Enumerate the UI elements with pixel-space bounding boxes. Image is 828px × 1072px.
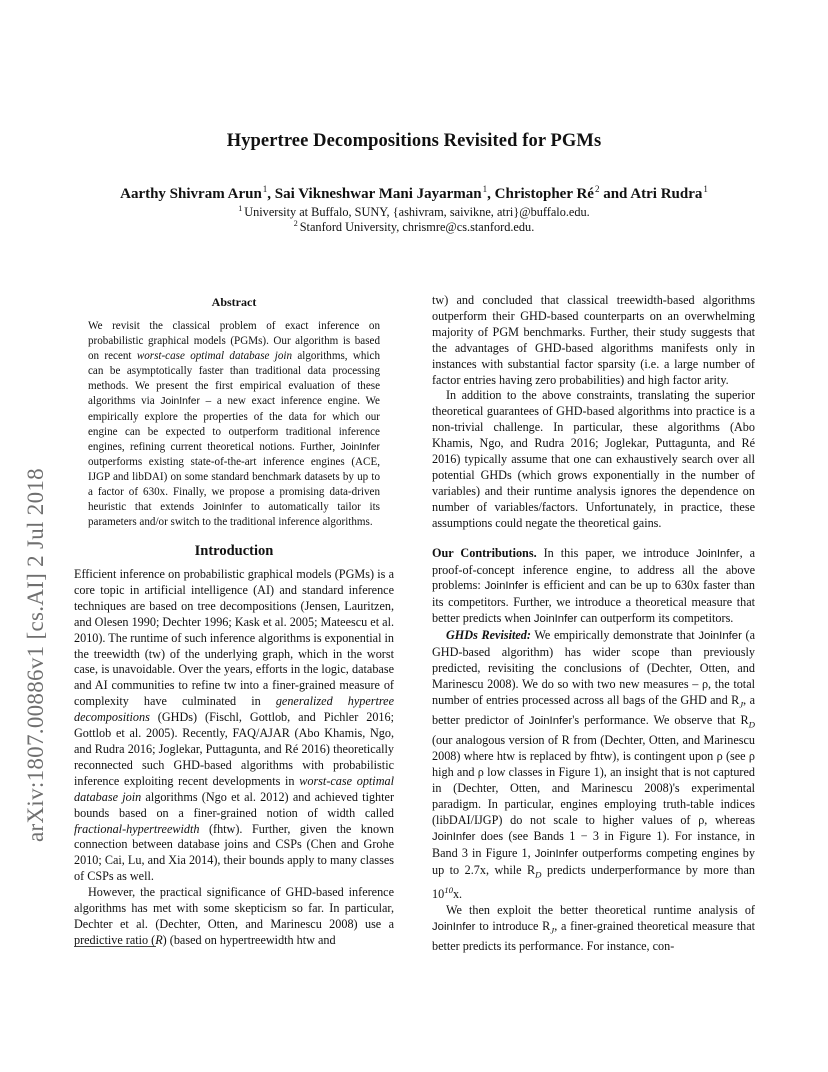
paragraph <box>432 388 755 531</box>
text-run: Our Contributions. <box>432 545 537 560</box>
text-run: JoinInfer <box>432 920 476 933</box>
text-run: , a proof-of-concept inference engine, to address all the above problems: <box>432 545 755 593</box>
text-run: (fhtw). Further, given the known connection between database joins and CSPs (Chen and Grohe 2010; Cai, Lu, and Xia 2014), their bounds apply to many classes of CSPs as well. <box>74 821 394 884</box>
text-run: JoinInfer <box>698 630 742 643</box>
text-run: outperforms existing state-of-the-art inference engines (ACE, IJGP and libDAI) on some standard benchmark datasets by up to a factor of 630x. Finally, we propose a promising data-driven heuristic that extends <box>88 455 380 514</box>
text-run: We empirically demonstrate that <box>530 628 699 643</box>
author-name: Atri Rudra <box>630 186 703 202</box>
affiliation-mark: 1 <box>238 204 243 213</box>
affiliation-2 <box>0 219 828 235</box>
text-run: JoinInfer <box>432 830 476 843</box>
text-run: to automatically tailor its parameters and/or switch to the traditional inference algorithms. <box>88 501 381 529</box>
author-affiliation-mark: 1 <box>262 184 268 194</box>
author-separator: , <box>267 186 275 202</box>
abstract-heading: Abstract <box>211 295 257 309</box>
text-run: 's performance. We observe that R <box>572 713 749 728</box>
text-run: J <box>550 925 555 936</box>
introduction-heading: Introduction <box>194 543 274 559</box>
affiliation-1 <box>0 204 828 220</box>
author-name: Sai Vikneshwar Mani Jayarman <box>274 186 482 202</box>
author-list <box>0 184 828 203</box>
text-run: We revisit the classical problem of exact inference on probabilistic graphical models (PGMs). Our algorithm is based on recent <box>88 320 380 363</box>
text-run: However, the practical significance of GHD-based inference algorithms has met with some skepticism so far. In particular, Dechter et al. (Dechter, Otten, and Marinescu 2008) use a predictive ratio ( <box>74 885 394 947</box>
text-run: JoinInfer <box>528 715 573 728</box>
text-run: algorithms (Ngo et al. 2012) and achieved tighter bounds based on a finer-grained notion of width called <box>74 789 395 820</box>
text-run: (GHDs) (Fischl, Gottlob, and Pichler 2016; Gottlob et al. 2005). Recently, FAQ/AJAR (Abo Khamis, Ngo, and Rudra 2016; Joglekar, Puttagunta, and Ré 2016) theoretically reconnected such GHD-based algorithms with probabilistic inference exploiting recent developments in <box>74 710 394 788</box>
text-run: to introduce R <box>475 918 551 933</box>
text-run: D <box>748 719 755 730</box>
paragraph <box>432 546 755 629</box>
paragraph <box>74 567 394 885</box>
author-name: Aarthy Shivram Arun <box>120 186 262 202</box>
text-run: , a finer-grained theoretical measure that better predicts its performance. For instance, con- <box>432 918 755 954</box>
text-run: can outperform its competitors. <box>577 611 734 626</box>
paragraph <box>432 628 755 903</box>
paragraph <box>432 293 755 388</box>
author-separator: and <box>599 186 631 202</box>
introduction-body <box>74 567 394 949</box>
text-run: algorithms, which can be asymptotically faster than traditional data processing methods. We present the first empirical evaluation of these algorithms via <box>88 350 380 408</box>
text-run: JoinInfer <box>533 613 578 626</box>
abstract-body <box>88 319 380 530</box>
author-separator: , <box>487 186 495 202</box>
text-run: (our analogous version of R from (Dechter, Otten, and Marinescu 2008) where htw is replaced by fhtw), is contingent upon ρ (see ρ high and ρ low classes in Figure 1), an insight that is not captured in (Dechter, Otten, and Marinescu 2008)'s experimental paradigm. In particular, engines employing truth-table indices (libDAI/IJGP) do not scale to higher values of ρ, whereas <box>432 733 755 827</box>
text-run: is efficient and can be up to 630x faster than its competitors. Further, we introduce a theoretical measure that better predicts when <box>432 578 756 626</box>
paper-title: Hypertree Decompositions Revisited for PGMs <box>226 131 602 151</box>
text-run: tw) and concluded that classical treewidth-based algorithms outperform their GHD-based counterparts on an overwhelming majority of PGM benchmarks. Further, their study suggests that the advantages of GHD-based algorithms manifests only in instances with substantial factor sparsity (i.e. a large number of factor entries having zero probabilities) and high factor arity. <box>432 293 755 387</box>
text-run: JoinInfer <box>484 580 529 593</box>
text-run: JoinInfer <box>340 441 380 453</box>
text-run: generalized hypertree decompositions <box>74 694 395 725</box>
text-run: 10 <box>444 885 453 896</box>
affiliation-mark: 2 <box>293 219 298 228</box>
paragraph <box>74 885 394 949</box>
text-run: JoinInfer <box>160 396 200 408</box>
text-run: D <box>535 869 542 880</box>
text-run: JoinInfer <box>202 502 243 514</box>
text-run: Efficient inference on probabilistic graphical models (PGMs) is a core topic in artificial intelligence (AI) and standard inference techniques are based on tree decompositions (Jensen, Lauritzen, and Olesen 1990; Dechter 1996; Kask et al. 2005; Mateescu et al. 2010). The runtime of such inference algorithms is exponential in the treewidth (tw) of the underlying graph, which in the worst case, is unavoidable. Over the years, efforts in the logic, database and AI communities to refine tw into a finer-grained measure of complexity have culminated in <box>74 567 394 709</box>
text-run: , a better predictor of <box>432 692 755 728</box>
text-run: (a GHD-based algorithm) has wider scope than previously predicted, revisiting the conclusions of (Dechter, Otten, and Marinescu 2008). We do so with two new measures – ρ, the total number of entries processed across all bags of the GHD and R <box>432 628 755 707</box>
arxiv-identifier: arXiv:1807.00886v1 [cs.AI] 2 Jul 2018 <box>23 468 48 842</box>
footnote-rule <box>74 946 156 947</box>
text-run: – a new exact inference engine. We empirically explore the properties of the data for which our engine can be expected to outperform traditional inference engines, refining current theoretical notions. Further, <box>88 395 380 453</box>
text-run: In addition to the above constraints, translating the superior theoretical guarantees of GHD-based algorithms into practice is a non-trivial challenge. In particular, these algorithms (Abo Khamis, Ngo, and Rudra 2016; Joglekar, Puttagunta, and Ré 2016) typically assume that one can exhaustively search over all potential GHDs (which grows exponentially in the number of variables) and their runtime analysis ignores the dependence on number of variables/factors. Unfortunately, in practice, these assumptions could negate the theoretical gains. <box>432 388 755 530</box>
text-run: ) (based on hypertreewidth htw and <box>162 932 336 947</box>
affiliation-text: University at Buffalo, SUNY, {ashivram, saivikne, atri}@buffalo.edu. <box>244 205 590 219</box>
text-run: fractional-hypertreewidth <box>74 821 200 836</box>
text-run: JoinInfer <box>696 547 740 560</box>
text-run: We then exploit the better theoretical runtime analysis of <box>446 903 755 917</box>
author-name: Christopher Ré <box>494 186 594 202</box>
paragraph <box>432 903 755 955</box>
right-column-body <box>432 293 755 955</box>
text-run: worst-case optimal database join <box>74 773 394 804</box>
text-run: In this paper, we introduce <box>536 545 697 560</box>
text-run: JoinInfer <box>534 847 579 860</box>
text-run: worst-case optimal database join <box>136 350 293 363</box>
text-run: J <box>739 699 744 710</box>
text-run: R <box>155 932 163 947</box>
text-run: outperforms competing engines by up to 2.7x, while R <box>432 845 755 877</box>
affiliation-text: Stanford University, chrismre@cs.stanford.edu. <box>299 220 535 234</box>
author-affiliation-mark: 2 <box>594 184 600 194</box>
text-run: x. <box>452 887 463 902</box>
text-run: predicts underperformance by more than 10 <box>432 862 755 902</box>
arxiv-sidebar <box>16 300 56 842</box>
author-affiliation-mark: 1 <box>703 184 708 194</box>
text-run: does (see Bands 1 − 3 in Figure 1). For instance, in Band 3 in Figure 1, <box>432 828 755 860</box>
text-run: GHDs Revisited: <box>446 628 531 643</box>
author-affiliation-mark: 1 <box>482 184 488 194</box>
